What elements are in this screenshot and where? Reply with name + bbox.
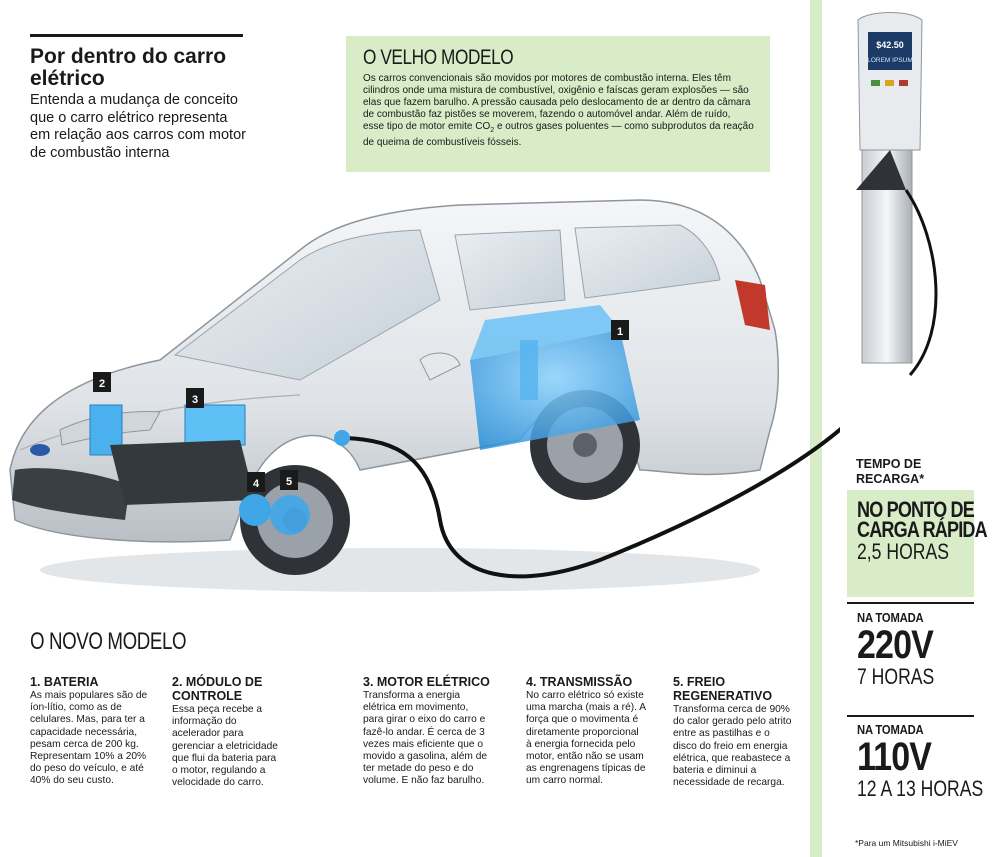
charge-110v: [857, 724, 987, 801]
car-illustration: [0, 170, 840, 620]
fast-charge-line1: NO PONTO DE: [857, 497, 974, 522]
item-regen-brake: [673, 675, 795, 789]
old-model-title: O VELHO MODELO: [363, 46, 514, 69]
svg-text:$42.50: $42.50: [876, 40, 904, 50]
transmission-part: [239, 494, 271, 526]
page-title: Por dentro do carro elétrico: [30, 45, 227, 90]
charge-220v: [857, 612, 987, 689]
fast-charge: [857, 497, 987, 564]
item-heading: 3. MOTOR ELÉTRICO: [363, 675, 490, 689]
brand-badge: [30, 444, 50, 456]
side-window-front: [455, 230, 565, 310]
recharge-label: TEMPO DE RECARGA*: [856, 457, 925, 486]
charge-110v-voltage: 110V: [857, 735, 932, 779]
charge-220v-voltage: 220V: [857, 623, 934, 667]
item-transmission: [526, 675, 646, 788]
svg-text:2: 2: [98, 378, 106, 390]
page-subtitle: Entenda a mudança de conceito que o carro elétrico representa em relação aos carros com motor de combustão interna: [30, 92, 246, 161]
electric-motor: [185, 405, 245, 445]
charge-220v-time: 7 HORAS: [857, 664, 935, 689]
callout-2: [93, 372, 111, 392]
item-heading: 2. MÓDULO DE CONTROLE: [172, 675, 263, 703]
charge-220v-label: NA TOMADA: [857, 611, 924, 625]
divider: [847, 715, 974, 717]
svg-text:LOREM IPSUM: LOREM IPSUM: [867, 57, 913, 64]
item-heading: 5. FREIO REGENERATIVO: [673, 675, 773, 703]
callout-4: [247, 472, 265, 492]
old-model-box: [346, 36, 770, 172]
svg-text:4: 4: [252, 478, 260, 490]
item-battery: [30, 675, 152, 788]
svg-text:3: 3: [191, 394, 199, 406]
regen-brake-part: [270, 495, 310, 535]
fast-charge-line2: CARGA RÁPIDA: [857, 517, 987, 542]
item-text: Essa peça recebe a informação do acelerador para gerenciar a eletricidade que flui da bateria para o motor, regulando a velocidade do carro.: [172, 704, 278, 789]
charge-110v-label: NA TOMADA: [857, 723, 924, 737]
item-electric-motor: [363, 675, 491, 788]
divider: [847, 602, 974, 604]
item-text: Transforma cerca de 90% do calor gerado pelo atrito entre as pastilhas e o disco do freio em energia elétrica, que reabastece a bateria e diminui a necessidade de recarga.: [673, 704, 792, 789]
item-text: As mais populares são de íon-lítio, como as de celulares. Mas, para ter a capacidade necessária, pesam cerca de 200 kg. Representam 10% a 20% do peso do veículo, e até 40% do seu custo.: [30, 690, 148, 787]
car-shadow: [40, 548, 760, 592]
charge-110v-time: 12 A 13 HORAS: [857, 776, 984, 801]
callout-5: [280, 470, 298, 490]
item-control-module: [172, 675, 284, 789]
footnote: *Para um Mitsubishi i-MiEV: [855, 838, 958, 848]
drivetrain-housing: [110, 440, 255, 505]
new-model-title: O NOVO MODELO: [30, 628, 187, 655]
header-rule: [30, 34, 243, 37]
callout-1: [611, 320, 629, 340]
station-screen: [868, 32, 912, 70]
fast-charge-time: 2,5 HORAS: [857, 539, 949, 564]
item-text: Transforma a energia elétrica em movimento, para girar o eixo do carro e fazê-lo andar. É cerca de 3 vezes mais eficiente que o movido a gasolina, além de ter metade do peso e do volume. E não faz barulho.: [363, 690, 488, 787]
svg-text:1: 1: [616, 326, 624, 338]
charging-station-head: [840, 0, 940, 380]
callout-3: [186, 388, 204, 408]
item-heading: 4. TRANSMISSÃO: [526, 675, 633, 689]
charging-port: [334, 430, 350, 446]
svg-text:5: 5: [285, 476, 293, 488]
item-heading: 1. BATERIA: [30, 675, 99, 689]
item-text: No carro elétrico só existe uma marcha (mais a ré). A força que o movimenta é diretamente proporcional à energia fornecida pelo motor, então não se usam as engrenagens típicas de um carro normal.: [526, 690, 646, 787]
old-model-text: Os carros convencionais são movidos por motores de combustão interna. Eles têm cilindros onde uma mistura de combustível, oxigênio e faíscas geram explosões — são elas que fazem barulho. A pressão causada pelo deslocamento de ar dentro da câmara de combustão faz pistões se moverem, fazendo o automóvel andar. Além de ruído, esse tipo de motor emite $CO_2$ e outros gases poluentes — como subprodutos da reação de queima de combustíveis fósseis.: [363, 73, 754, 148]
